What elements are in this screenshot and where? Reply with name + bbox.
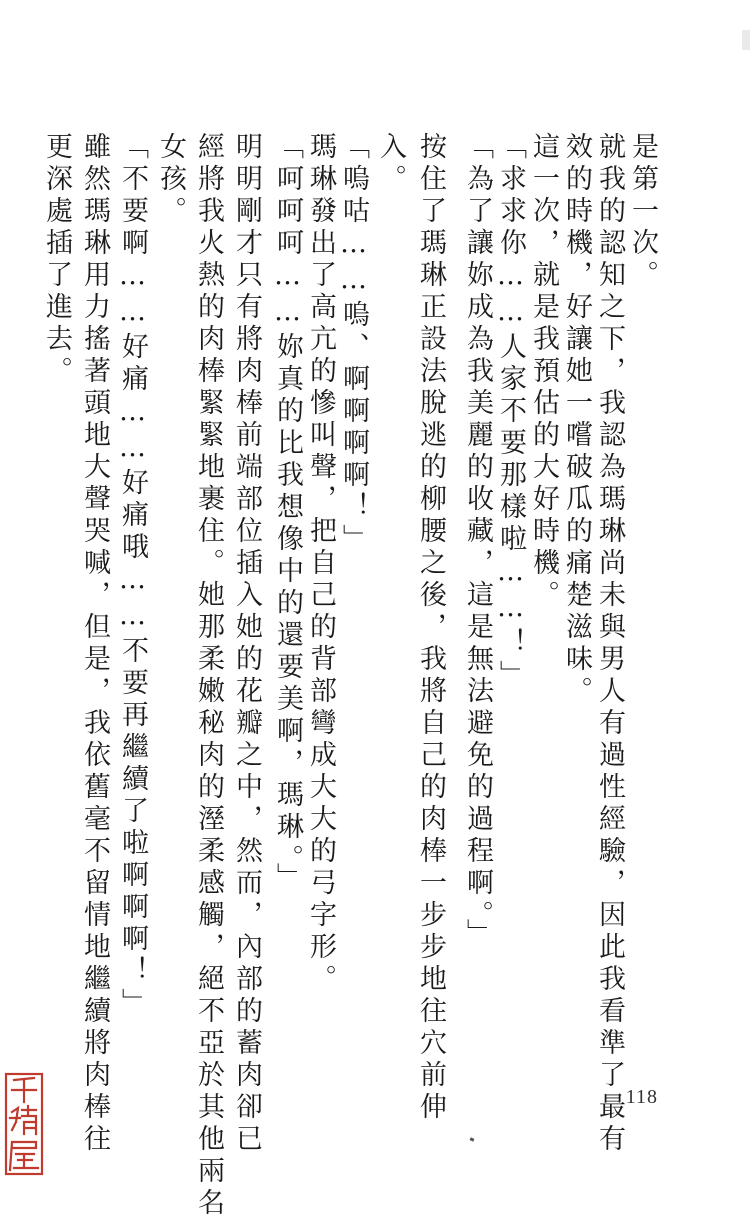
text-column-12: 明明剛才只有將肉棒前端部位插入她的花瓣之中，然而，內部的蓄肉卻已 (231, 132, 262, 1156)
text-column-7: 按住了瑪琳正設法脫逃的柳腰之後，我將自己的肉棒一步步地往穴前伸 (415, 132, 446, 1124)
scan-edge-mark (742, 30, 750, 50)
text-column-17: 更深處插了進去。 (41, 132, 72, 388)
text-column-14: 女孩。 (155, 132, 186, 228)
text-column-15: 「不要啊……好痛……好痛哦……不要再繼續了啦啊啊啊！」 (117, 132, 148, 1020)
text-column-2: 就我的認知之下，我認為瑪琳尚未與男人有過性經驗，因此我看準了最有 (594, 132, 625, 1156)
text-column-16: 雖然瑪琳用力搖著頭地大聲哭喊，但是，我依舊毫不留情地繼續將肉棒往 (79, 132, 110, 1156)
text-column-13: 經將我火熱的肉棒緊緊地裹住。她那柔嫩秘肉的溼柔感觸，絕不亞於其他兩名 (193, 132, 224, 1220)
text-column-4: 這一次，就是我預估的大好時機。 (528, 132, 559, 612)
text-column-8: 入。 (375, 132, 406, 196)
text-column-6: 「為了讓妳成為我美麗的收藏，這是無法避免的過程啊。」 (462, 132, 493, 951)
text-column-11: 「呵呵呵……妳真的比我想像中的還要美啊，瑪琳。」 (272, 132, 303, 895)
page-number: 118 (625, 1086, 658, 1108)
scan-speck (470, 1137, 475, 1141)
seal-stamp (4, 1072, 44, 1176)
text-column-3: 效的時機，好讓她一嚐破瓜的痛楚滋味。 (561, 132, 592, 708)
seal-stamp-graphic (4, 1072, 44, 1176)
text-column-9: 「嗚咕……嗚、啊啊啊啊！」 (338, 132, 369, 556)
text-column-5: 「求求你……人家不要那樣啦……！」 (495, 132, 526, 692)
text-column-1: 是第一次。 (627, 132, 658, 292)
text-column-10: 瑪琳發出了高亢的慘叫聲，把自己的背部彎成大大的弓字形。 (305, 132, 336, 996)
